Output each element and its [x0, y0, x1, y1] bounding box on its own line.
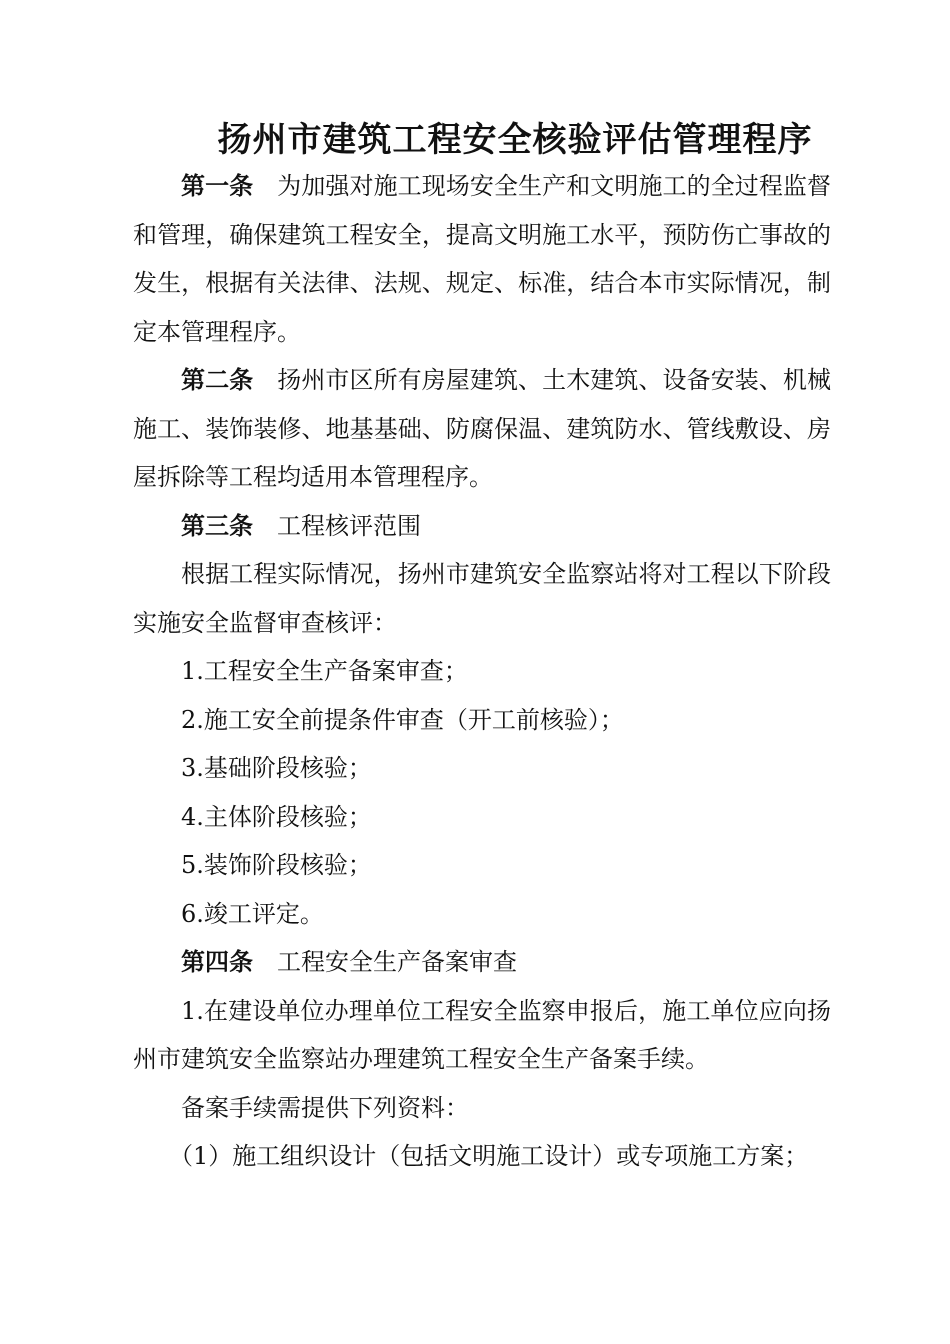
article-2-text: 扬州市区所有房屋建筑、土木建筑、设备安装、机械施工、装饰装修、地基基础、防腐保温、建筑防水、管线敷设、房屋拆除等工程均适用本管理程序。: [133, 366, 832, 491]
scope-item: 6.竣工评定。: [181, 899, 324, 928]
article-4-paragraph-1: 1.在建设单位办理单位工程安全监察申报后，施工单位应向扬州市建筑安全监察站办理建筑工程安全生产备案手续。: [133, 996, 831, 1073]
article-2-label: 第二条: [181, 366, 254, 394]
scope-item: 1.工程安全生产备案审查；: [181, 657, 468, 685]
article-2: [133, 356, 831, 502]
document-body: [133, 162, 831, 1181]
article-1-label: 第一条: [181, 172, 254, 200]
article-4-item-1: （1）施工组织设计（包括文明施工设计）或专项施工方案；: [169, 1142, 809, 1170]
article-3-intro: 根据工程实际情况，扬州市建筑安全监察站将对工程以下阶段实施安全监督审查核评：: [133, 560, 831, 637]
article-1-text: 为加强对施工现场安全生产和文明施工的全过程监督和管理，确保建筑工程安全，提高文明施工水平，预防伤亡事故的发生，根据有关法律、法规、规定、标准，结合本市实际情况，制定本管理程序。: [133, 172, 832, 346]
scope-item: 5.装饰阶段核验；: [181, 851, 372, 879]
article-3: [133, 502, 831, 551]
article-4-text: 工程安全生产备案审查: [277, 948, 517, 976]
scope-item: 2.施工安全前提条件审查（开工前核验）；: [181, 705, 624, 734]
article-3-text: 工程核评范围: [277, 511, 421, 540]
article-4-paragraph-2: 备案手续需提供下列资料：: [181, 1093, 469, 1122]
document-title: 扬州市建筑工程安全核验评估管理程序: [217, 120, 813, 160]
scope-item: 4.主体阶段核验；: [181, 802, 372, 831]
article-3-label: 第三条: [181, 511, 253, 540]
scope-item: 3.基础阶段核验；: [181, 754, 372, 782]
article-4-label: 第四条: [181, 948, 253, 976]
article-1: [133, 162, 831, 356]
article-4: [133, 938, 831, 987]
